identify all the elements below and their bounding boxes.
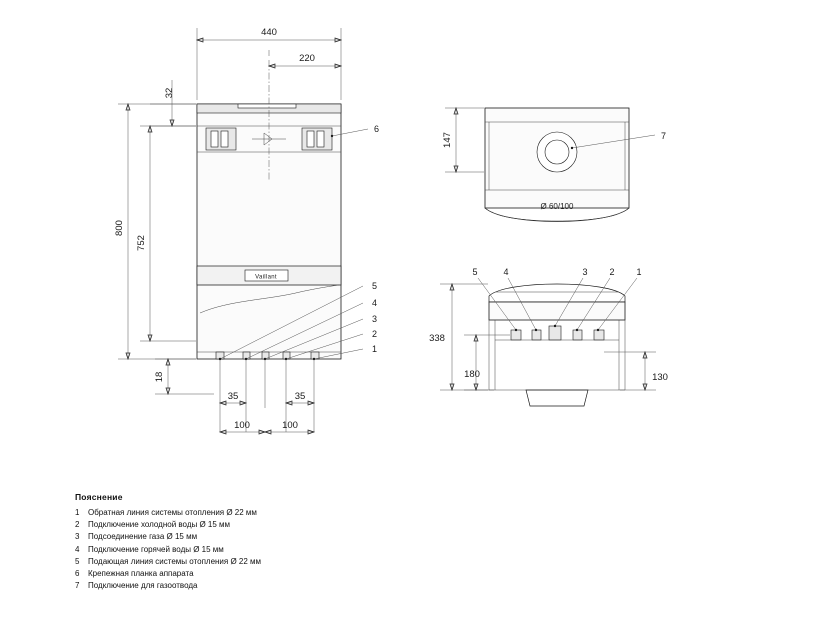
top-view-group bbox=[442, 108, 666, 222]
bottom-connector-4 bbox=[532, 330, 541, 340]
bottom-tray bbox=[526, 390, 588, 406]
dim-800 bbox=[114, 104, 196, 359]
legend-item-number: 7 bbox=[75, 581, 80, 591]
front-top-notch bbox=[238, 104, 296, 108]
front-view-group bbox=[114, 27, 379, 434]
dim-18-label: 18 bbox=[154, 371, 165, 383]
callout-b1-label: 1 bbox=[636, 267, 642, 277]
brand-label: Vaillant bbox=[255, 274, 277, 281]
list-item bbox=[75, 568, 545, 580]
dim-752 bbox=[136, 126, 196, 341]
dim-35-left bbox=[220, 391, 246, 405]
list-item bbox=[75, 544, 545, 556]
legend-item-text: Подключение горячей воды Ø 15 мм bbox=[88, 544, 224, 554]
callout-b5-label: 5 bbox=[472, 267, 478, 277]
dim-440-label: 440 bbox=[261, 27, 277, 38]
dim-180 bbox=[464, 335, 510, 390]
legend-item-number: 6 bbox=[75, 569, 80, 579]
legend-item-number: 5 bbox=[75, 556, 80, 566]
dim-220-label: 220 bbox=[299, 53, 315, 64]
top-front-skirt-inner bbox=[492, 212, 622, 221]
flue-diameter-label: Ø 60/100 bbox=[540, 202, 574, 211]
dim-752-label: 752 bbox=[136, 235, 147, 251]
dim-338-label: 338 bbox=[429, 333, 445, 344]
dim-18 bbox=[154, 359, 214, 394]
bottom-connector-2 bbox=[573, 330, 582, 340]
callout-6-label: 6 bbox=[374, 124, 380, 134]
legend-block bbox=[75, 492, 545, 592]
callout-2-label: 2 bbox=[372, 329, 378, 339]
callout-1-label: 1 bbox=[372, 344, 378, 354]
front-rail-right-slot-a bbox=[307, 131, 314, 147]
dim-32-label: 32 bbox=[164, 87, 175, 99]
callout-5-label: 5 bbox=[372, 281, 378, 291]
legend-item-text: Подающая линия системы отопления Ø 22 мм bbox=[88, 556, 262, 566]
callout-b3-label: 3 bbox=[582, 267, 588, 277]
list-item bbox=[75, 507, 545, 519]
callout-7-label: 7 bbox=[661, 131, 667, 141]
bottom-connectors bbox=[495, 326, 619, 340]
front-pipe-5 bbox=[311, 352, 319, 359]
dim-130 bbox=[604, 352, 668, 390]
front-rail-left-slot-b bbox=[221, 131, 228, 147]
legend-item-text: Обратная линия системы отопления Ø 22 мм bbox=[88, 508, 257, 517]
callout-b2-label: 2 bbox=[609, 267, 615, 277]
dim-35-right-label: 35 bbox=[294, 391, 306, 402]
dim-35-right bbox=[286, 391, 314, 405]
dim-100-left-label: 100 bbox=[234, 420, 250, 431]
front-rail-left-slot-a bbox=[211, 131, 218, 147]
dim-100-left bbox=[220, 420, 265, 434]
legend-item-text: Подключение для газоотвода bbox=[88, 581, 198, 591]
callout-4-label: 4 bbox=[372, 298, 378, 308]
dim-220 bbox=[269, 53, 341, 68]
bottom-view-group bbox=[429, 267, 668, 406]
bottom-connector-5 bbox=[511, 330, 521, 340]
list-item bbox=[75, 556, 545, 568]
list-item bbox=[75, 531, 545, 543]
dim-147-label: 147 bbox=[442, 132, 453, 148]
bottom-connector-3 bbox=[549, 326, 561, 340]
flue-inner-circle bbox=[545, 140, 569, 164]
dim-180-label: 180 bbox=[464, 369, 480, 380]
dim-100-right bbox=[265, 420, 314, 434]
bottom-frame-upper bbox=[489, 302, 625, 320]
legend-title: Пояснение bbox=[75, 492, 123, 502]
dim-440 bbox=[197, 27, 341, 42]
legend-item-text: Подключение холодной воды Ø 15 мм bbox=[88, 520, 231, 530]
legend-item-number: 3 bbox=[75, 532, 80, 542]
legend-item-text: Подсоединение газа Ø 15 мм bbox=[88, 532, 198, 542]
dim-32 bbox=[150, 80, 196, 126]
legend-item-text: Крепежная планка аппарата bbox=[88, 569, 194, 579]
list-item bbox=[75, 519, 545, 531]
callout-b4-label: 4 bbox=[503, 267, 509, 277]
dim-147 bbox=[442, 108, 484, 172]
legend-item-number: 4 bbox=[75, 544, 80, 554]
dim-100-right-label: 100 bbox=[282, 420, 298, 431]
list-item bbox=[75, 580, 545, 592]
callout-group-bottom bbox=[472, 267, 641, 331]
dim-35-left-label: 35 bbox=[227, 391, 239, 402]
front-rail-right-slot-b bbox=[317, 131, 324, 147]
dim-130-label: 130 bbox=[652, 372, 668, 383]
legend-item-number: 2 bbox=[75, 520, 80, 530]
legend-item-number: 1 bbox=[75, 508, 80, 517]
bottom-connector-1 bbox=[594, 330, 604, 340]
callout-3-label: 3 bbox=[372, 314, 378, 324]
dim-800-label: 800 bbox=[114, 220, 125, 236]
